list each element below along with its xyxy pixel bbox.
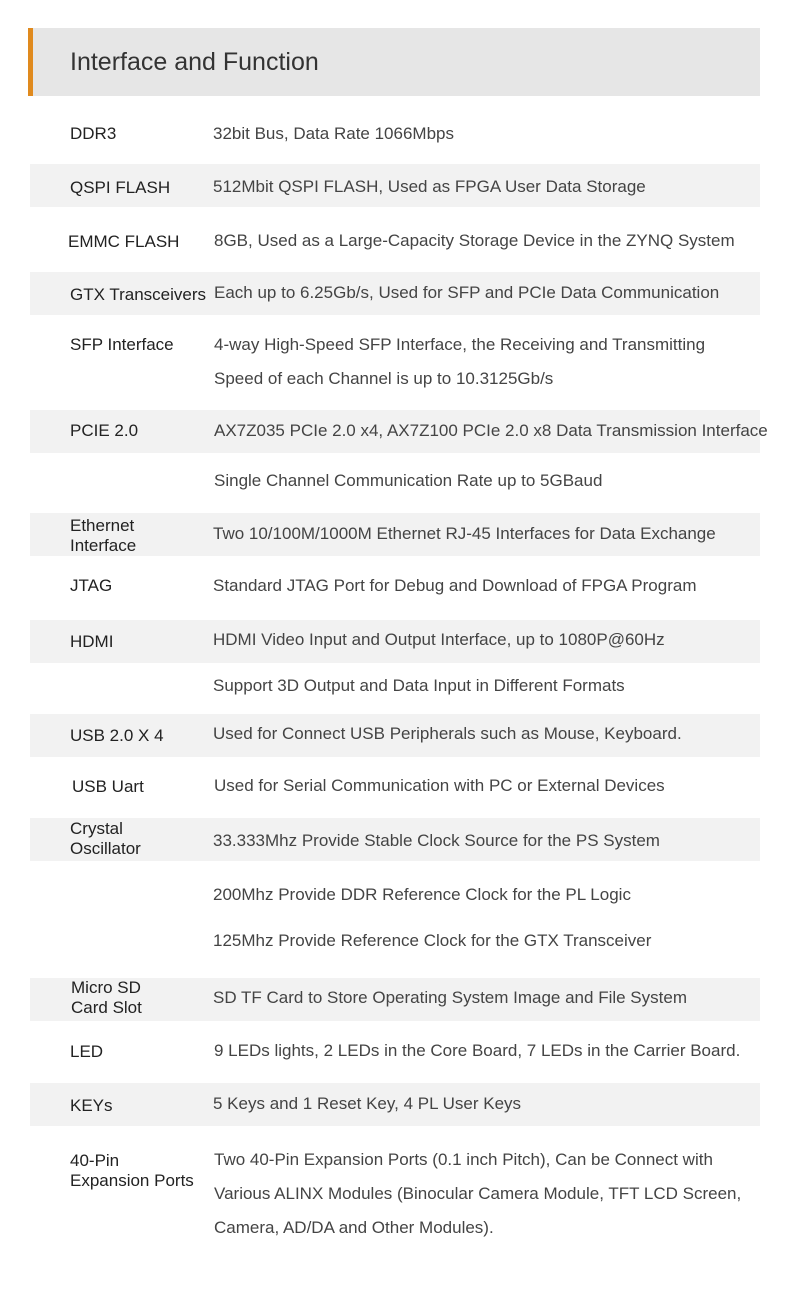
spec-desc-expansion-ports-line: Camera, AD/DA and Other Modules). <box>214 1218 494 1237</box>
spec-desc-crystal: 33.333Mhz Provide Stable Clock Source for the PS System <box>213 831 660 850</box>
spec-label-ethernet-line: Ethernet <box>70 516 135 535</box>
spec-desc-ethernet: Two 10/100M/1000M Ethernet RJ-45 Interfaces for Data Exchange <box>213 524 716 543</box>
spec-desc-qspi-flash: 512Mbit QSPI FLASH, Used as FPGA User Data Storage <box>213 177 646 196</box>
spec-label-pcie: PCIE 2.0 <box>70 421 139 440</box>
spec-desc-crystal-extra: 200Mhz Provide DDR Reference Clock for the PL Logic <box>213 885 631 904</box>
spec-label-jtag: JTAG <box>70 576 113 595</box>
spec-desc-jtag: Standard JTAG Port for Debug and Download of FPGA Program <box>213 576 697 595</box>
spec-desc-keys: 5 Keys and 1 Reset Key, 4 PL User Keys <box>213 1094 522 1113</box>
section-header <box>28 28 760 96</box>
spec-label-expansion-ports-line: 40-Pin <box>70 1151 120 1170</box>
spec-label-crystal-line: Crystal <box>70 819 123 838</box>
spec-desc-hdmi: HDMI Video Input and Output Interface, up to 1080P@60Hz <box>213 630 665 649</box>
spec-label-hdmi: HDMI <box>70 632 114 651</box>
spec-desc-emmc-flash: 8GB, Used as a Large-Capacity Storage Device in the ZYNQ System <box>214 231 735 250</box>
spec-label-micro-sd <box>71 978 142 1018</box>
spec-label-usb-uart: USB Uart <box>72 777 144 796</box>
spec-label-ethernet-line: Interface <box>70 536 137 555</box>
spec-desc-micro-sd: SD TF Card to Store Operating System Image and File System <box>213 988 687 1007</box>
spec-desc-expansion-ports <box>214 1143 741 1245</box>
spec-desc-sfp-line: 4-way High-Speed SFP Interface, the Receiving and Transmitting <box>214 335 706 354</box>
spec-desc-sfp <box>214 328 705 396</box>
spec-label-expansion-ports-line: Expansion Ports <box>70 1171 194 1190</box>
spec-desc-pcie-extra: Single Channel Communication Rate up to 5GBaud <box>214 471 603 490</box>
spec-label-micro-sd-line: Card Slot <box>71 998 142 1017</box>
spec-desc-usb-uart: Used for Serial Communication with PC or External Devices <box>214 776 665 795</box>
spec-label-usb: USB 2.0 X 4 <box>70 726 164 745</box>
spec-label-micro-sd-line: Micro SD <box>71 978 141 997</box>
spec-label-emmc-flash: EMMC FLASH <box>68 232 180 251</box>
spec-desc-expansion-ports-line: Various ALINX Modules (Binocular Camera Module, TFT LCD Screen, <box>214 1184 742 1203</box>
spec-label-qspi-flash: QSPI FLASH <box>70 178 171 197</box>
spec-desc-usb: Used for Connect USB Peripherals such as Mouse, Keyboard. <box>213 724 682 743</box>
spec-desc-expansion-ports-line: Two 40-Pin Expansion Ports (0.1 inch Pitch), Can be Connect with <box>214 1150 713 1169</box>
spec-label-crystal-line: Oscillator <box>70 839 141 858</box>
spec-label-ethernet <box>70 516 136 556</box>
spec-desc-hdmi-extra: Support 3D Output and Data Input in Different Formats <box>213 676 625 695</box>
spec-label-sfp: SFP Interface <box>70 335 174 354</box>
spec-label-ddr3: DDR3 <box>70 124 117 143</box>
spec-label-led: LED <box>70 1042 104 1061</box>
spec-label-expansion-ports <box>70 1151 194 1191</box>
spec-desc-ddr3: 32bit Bus, Data Rate 1066Mbps <box>213 124 454 143</box>
spec-desc-led: 9 LEDs lights, 2 LEDs in the Core Board, 7 LEDs in the Carrier Board. <box>214 1041 741 1060</box>
header-accent-bar <box>28 28 33 96</box>
spec-desc-sfp-line: Speed of each Channel is up to 10.3125Gb/s <box>214 369 554 388</box>
spec-desc-gtx: Each up to 6.25Gb/s, Used for SFP and PCIe Data Communication <box>214 283 720 302</box>
spec-label-gtx: GTX Transceivers <box>70 285 207 304</box>
spec-desc-pcie: AX7Z035 PCIe 2.0 x4, AX7Z100 PCIe 2.0 x8 Data Transmission Interface <box>214 421 768 440</box>
spec-label-crystal <box>70 819 141 859</box>
section-title: Interface and Function <box>70 48 319 76</box>
spec-label-keys: KEYs <box>70 1096 113 1115</box>
spec-desc-crystal-extra: 125Mhz Provide Reference Clock for the GTX Transceiver <box>213 931 652 950</box>
